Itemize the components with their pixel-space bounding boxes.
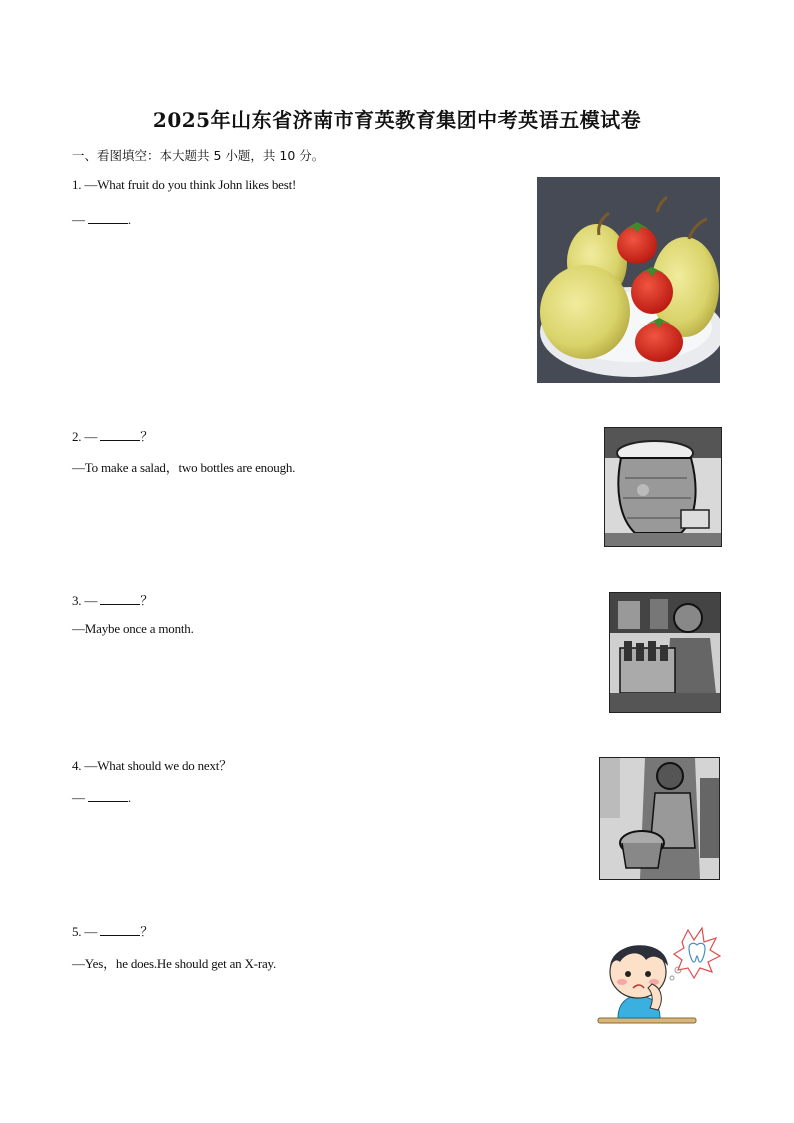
question-3-line-2 xyxy=(72,621,194,637)
punctuation: ？ xyxy=(140,593,154,608)
dash: — xyxy=(72,790,85,805)
question-2-line-2 xyxy=(72,457,295,476)
basket-person-image xyxy=(599,757,720,880)
dash: — xyxy=(84,593,98,608)
answer-blank-1[interactable] xyxy=(88,210,128,224)
question-3-line-1 xyxy=(72,590,153,609)
toothache-boy-image xyxy=(596,922,721,1026)
section-heading: 一、看图填空：本大题共 5 小题，共 10 分。 xyxy=(72,148,325,163)
answer-blank-2[interactable] xyxy=(100,427,140,441)
question-2-line-1 xyxy=(72,426,153,445)
answer-blank-4[interactable] xyxy=(88,788,128,802)
answer-text: —To make a salad，two bottles are enough. xyxy=(72,460,296,475)
question-number: 2. xyxy=(72,429,82,444)
question-number: 3. xyxy=(72,593,82,608)
people-table-image xyxy=(609,592,721,713)
question-number: 5. xyxy=(72,924,82,939)
dash: — xyxy=(84,429,98,444)
answer-blank-5[interactable] xyxy=(100,922,140,936)
punctuation: . xyxy=(127,212,131,227)
question-number: 4. xyxy=(72,758,82,773)
punctuation: ？ xyxy=(140,924,154,939)
dash: — xyxy=(84,924,98,939)
answer-text: —Yes，he does.He should get an X-ray. xyxy=(72,956,277,971)
question-5-line-1 xyxy=(72,921,153,940)
question-4-line-1 xyxy=(72,755,232,774)
honey-jar-image xyxy=(604,427,722,547)
question-1-line-1 xyxy=(72,177,296,193)
question-4-line-2 xyxy=(72,788,131,806)
punctuation: . xyxy=(127,790,131,805)
answer-text: —Maybe once a month. xyxy=(72,621,194,636)
page-title: 2025年山东省济南市育英教育集团中考英语五模试卷 xyxy=(152,108,642,132)
question-5-line-2 xyxy=(72,953,276,972)
question-1-line-2 xyxy=(72,210,131,228)
pears-strawberries-image xyxy=(537,177,720,383)
punctuation: ？ xyxy=(140,429,154,444)
question-text: —What fruit do you think John likes best! xyxy=(84,177,297,192)
question-number: 1. xyxy=(72,177,82,192)
question-text: —What should we do next？ xyxy=(84,758,232,773)
answer-blank-3[interactable] xyxy=(100,591,140,605)
dash: — xyxy=(72,212,85,227)
